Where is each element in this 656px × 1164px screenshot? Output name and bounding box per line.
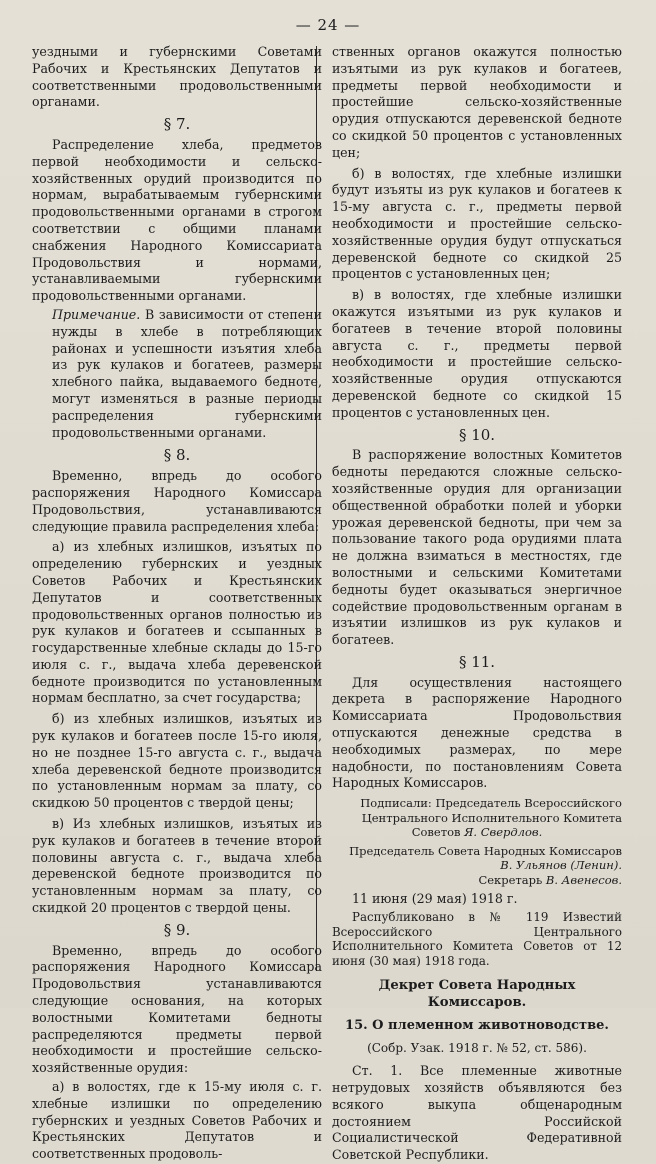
paragraph-section-11: Для осуществления настоящего декрета в распоряжение Народного Комиссариата Продовольствия отпускаются денежные средства в необходимых размерах, по мере надобности, по постановлениям Совета Народных Комиссаров. [332,674,622,791]
paragraph-continuation-right: ственных органов окажутся полностью изъятыми из рук кулаков и богатеев, предметы первой необходимости и простейшие сельско-хозяйственные орудия отпускаются деревенской бедноте со скидкой 50 процентов с установленных цен; [332,44,622,160]
decree-date: 11 июня (29 мая) 1918 г. [352,891,518,907]
paragraph-section-10: В распоряжение волостных Комитетов бедноты передаются сложные сельско-хозяйственные орудия для организации общественной обработки полей и уборки урожая деревенской бедноты, при чем за пользование такого рода орудиями плата не должна взиматься в местностях, где волостными и сельскими Комитетами бедноты будет оказываться энергичное содействие продовольственным органам в изъятии излишков из рук кулаков и богатеев. [332,447,622,648]
paragraph-section-9: Временно, впредь до особого распоряжения Народного Комиссара Продовольствия устанавливаются следующие основания, на которых волостными Комитетами бедноты распределяются предметы первой необходимости и простейшие сельско-хозяйственные орудия: [32,942,322,1076]
right-column [332,44,622,1164]
note-label: Примечание. [52,306,141,322]
signature-2-name-line [332,858,622,873]
note-text: В зависимости от степени нужды в хлебе в потребляющих районах и успешности изъятия хлеба из рук кулаков и богатеев, размеры хлебного пайка, выдаваемого бедноте, могут изменяться в разные периоды распределения губернскими продовольственными органами. [52,306,322,440]
decree-reference: (Собр. Узак. 1918 г. № 52, ст. 586). [367,1041,587,1056]
signature-3-name: В. Авенесов. [545,872,622,887]
signature-3-line [332,873,622,888]
paragraph-section-7: Распределение хлеба, предметов первой необходимости и сельско-хозяйственных орудий производится по нормам, вырабатываемым губернскими продовольственными органами в строгом соответствии с общими планами снабжения Народного Комиссариата Продовольствия и нормами, устанавливаемыми губернскими продовольственными органами. [32,136,322,304]
decree-subtitle: 15. О племенном животноводстве. [345,1017,609,1033]
signature-2-name: В. Ульянов (Ленин). [500,858,622,873]
left-column [32,44,322,1163]
signature-1-soviets: Советов [411,825,461,840]
signatures-block [332,796,622,887]
note-paragraph [32,307,322,441]
signature-1-label: Подписали: Председатель Всероссийского [360,796,622,811]
paragraph-section-8: Временно, впредь до особого распоряжения Народного Комиссара Продовольствия, устанавливаются следующие правила распределения хлеба: [32,468,322,534]
paragraph-section-9-b: б) в волостях, где хлебные излишки будут изъяты из рук кулаков и богатеев к 15-му августа с. г., предметы первой необходимости и простейшие сельско-хозяйственные орудия будут отпускаться деревенской бедноте со скидкой 25 процентов с установленных цен; [332,165,622,282]
paragraph-section-8-a: а) из хлебных излишков, изъятых по определению губернских и уездных Советов Рабочих и Крестьянских Депутатов и соответственных продовольственных органов полностью из рук кулаков и богатеев и ссыпанных в государственные хлебные склады до 15-го июля с. г., выдача хлеба деревенской бедноте производится по установленным нормам бесплатно, за счет государства; [32,539,322,706]
section-heading-8: § 8. [163,446,191,465]
page-number: — 24 — [295,16,361,34]
signature-2-line1: Председатель Совета Народных Комиссаров [349,843,622,858]
signature-1-line3 [332,825,622,840]
signature-1-name: Я. Свердлов. [464,825,543,840]
paragraph-section-8-c: в) Из хлебных излишков, изъятых из рук кулаков и богатеев в течение второй половины августа с. г., выдача хлеба деревенской бедноте производится по установленным нормам за плату, со скидкой 20 процентов с твердой цены. [32,816,322,916]
section-heading-7: § 7. [163,115,191,134]
paragraph-section-9-a: а) в волостях, где к 15-му июля с. г. хлебные излишки по определению губернских и уездных Советов Рабочих и Крестьянских Депутатов и соответственных продоволь- [32,1079,322,1162]
signature-1-line2: Центрального Исполнительного Комитета [361,810,622,825]
publication-note: Распубликовано в № 119 Известий Всероссийского Центрального Исполнительного Комитета Советов от 12 июня (30 мая) 1918 года. [332,910,622,968]
signature-3-label: Секретарь [478,872,543,887]
section-heading-10: § 10. [458,425,496,444]
section-heading-11: § 11. [458,652,496,671]
paragraph-section-9-c: в) в волостях, где хлебные излишки окажутся изъятыми из рук кулаков и богатеев в течение второй половины августа с. г., предметы первой необходимости и простейшие сельско-хозяйственные орудия отпускаются деревенской бедноте со скидкой 15 процентов с установленных цен. [332,287,622,420]
decree-title: Декрет Совета Народных Комиссаров. [378,978,576,1010]
article-1: Ст. 1. Все племенные животные нетрудовых хозяйств объявляются без всякого выкупа общенародным достоянием Российской Социалистической Федеративной Советской Республики. [332,1063,622,1163]
paragraph-section-8-b: б) из хлебных излишков, изъятых из рук кулаков и богатеев после 15-го июля, но не позднее 15-го августа с. г., выдача хлеба деревенской бедноте производится по установленным нормам за плату, со скидкою 50 процентов с твердой цены; [32,711,322,811]
paragraph-continuation: уездными и губернскими Советами Рабочих и Крестьянских Депутатов и соответственными продовольственными органами. [32,44,322,110]
section-heading-9: § 9. [163,920,191,939]
